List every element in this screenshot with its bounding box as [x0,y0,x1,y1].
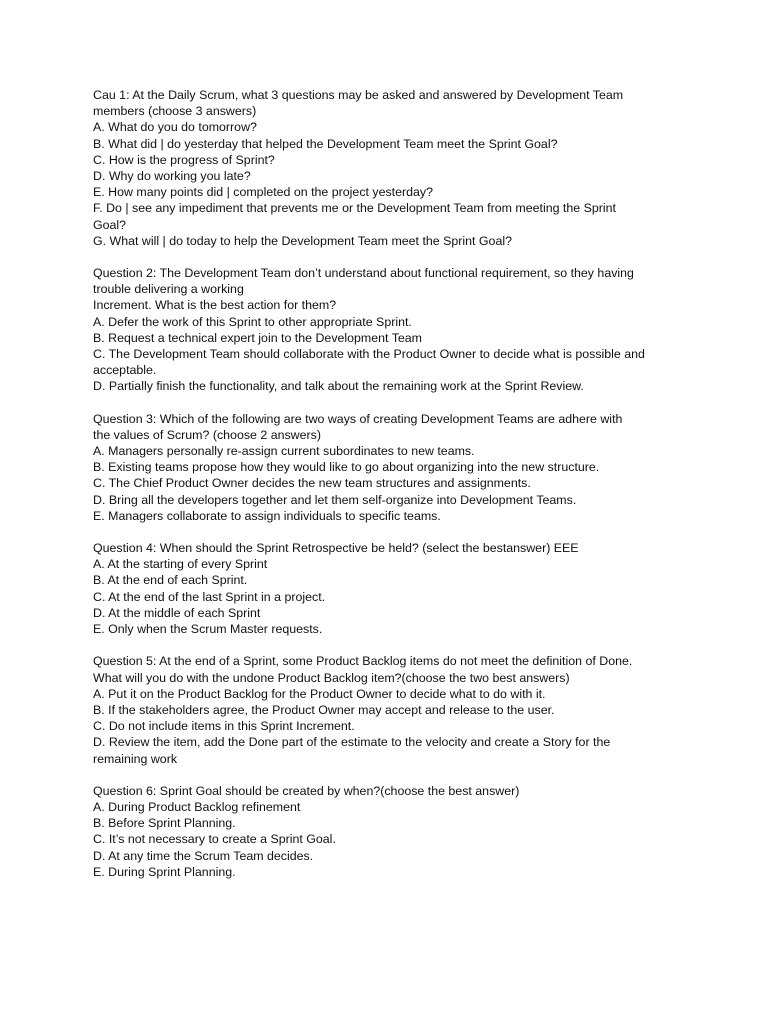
question-line: What will you do with the undone Product Backlog item?(choose the two best answers) [93,670,570,685]
question-line: C. Do not include items in this Sprint Increment. [93,719,355,734]
question-line: A. During Product Backlog refinement [93,799,301,814]
question-text: Question 6: Sprint Goal should be created by when?(choose the best answer) [93,783,520,798]
question-line: C. The Chief Product Owner decides the new team structures and assignments. [93,476,531,491]
question-line: Increment. What is the best action for them? [93,298,337,313]
question-text: Question 2: The Development Team don’t understand about functional requirement, so they having [93,266,634,281]
question-line: D. Partially finish the functionality, and talk about the remaining work at the Sprint Review. [93,379,584,394]
question-block-6 [93,783,693,880]
question-line: A. Put it on the Product Backlog for the Product Owner to decide what to do with it. [93,686,546,701]
question-line: B. Before Sprint Planning. [93,816,236,831]
question-block-1 [93,87,693,249]
question-text: Question 3: Which of the following are two ways of creating Development Teams are adhere with [93,411,623,426]
question-line: B. Request a technical expert join to the Development Team [93,330,422,345]
question-line: E. During Sprint Planning. [93,864,236,879]
question-line: members (choose 3 answers) [93,104,257,119]
question-block-2 [93,265,693,395]
question-line: acceptable. [93,363,157,378]
question-text: Question 5: At the end of a Sprint, some Product Backlog items do not meet the definition of Done. [93,654,633,669]
question-text: Question 4: When should the Sprint Retrospective be held? (select the bestanswer) EEE [93,541,579,556]
question-line: C. It’s not necessary to create a Sprint Goal. [93,832,336,847]
question-line: D. At the middle of each Sprint [93,605,261,620]
question-block-3 [93,411,693,524]
question-line: B. At the end of each Sprint. [93,573,248,588]
question-line: A. Managers personally re-assign current subordinates to new teams. [93,444,475,459]
question-line: E. How many points did | completed on the project yesterday? [93,185,434,200]
question-line: C. How is the progress of Sprint? [93,152,275,167]
question-line: F. Do | see any impediment that prevents me or the Development Team from meeting the Sprint [93,201,616,216]
question-line: A. What do you do tomorrow? [93,120,257,135]
question-line: C. At the end of the last Sprint in a project. [93,589,326,604]
question-line: A. At the starting of every Sprint [93,557,268,572]
question-line: B. If the stakeholders agree, the Product Owner may accept and release to the user. [93,702,555,717]
question-block-4 [93,540,693,637]
question-line: the values of Scrum? (choose 2 answers) [93,427,321,442]
question-line: D. Review the item, add the Done part of the estimate to the velocity and create a Story for the [93,735,611,750]
question-line: trouble delivering a working [93,282,244,297]
question-block-5 [93,653,693,766]
question-line: D. Why do working you late? [93,169,251,184]
question-line: B. Existing teams propose how they would like to go about organizing into the new structure. [93,460,600,475]
question-line: C. The Development Team should collaborate with the Product Owner to decide what is possible and [93,347,645,362]
question-line: remaining work [93,751,178,766]
document-page [93,87,693,896]
question-line: A. Defer the work of this Sprint to other appropriate Sprint. [93,314,412,329]
question-line: B. What did | do yesterday that helped the Development Team meet the Sprint Goal? [93,136,558,151]
question-line: E. Managers collaborate to assign individuals to specific teams. [93,508,441,523]
question-line: E. Only when the Scrum Master requests. [93,622,323,637]
question-line: G. What will | do today to help the Development Team meet the Sprint Goal? [93,233,512,248]
question-line: D. Bring all the developers together and let them self-organize into Development Teams. [93,492,577,507]
question-line: Goal? [93,217,127,232]
question-line: D. At any time the Scrum Team decides. [93,848,314,863]
question-text: Cau 1: At the Daily Scrum, what 3 questions may be asked and answered by Development Team [93,88,624,102]
